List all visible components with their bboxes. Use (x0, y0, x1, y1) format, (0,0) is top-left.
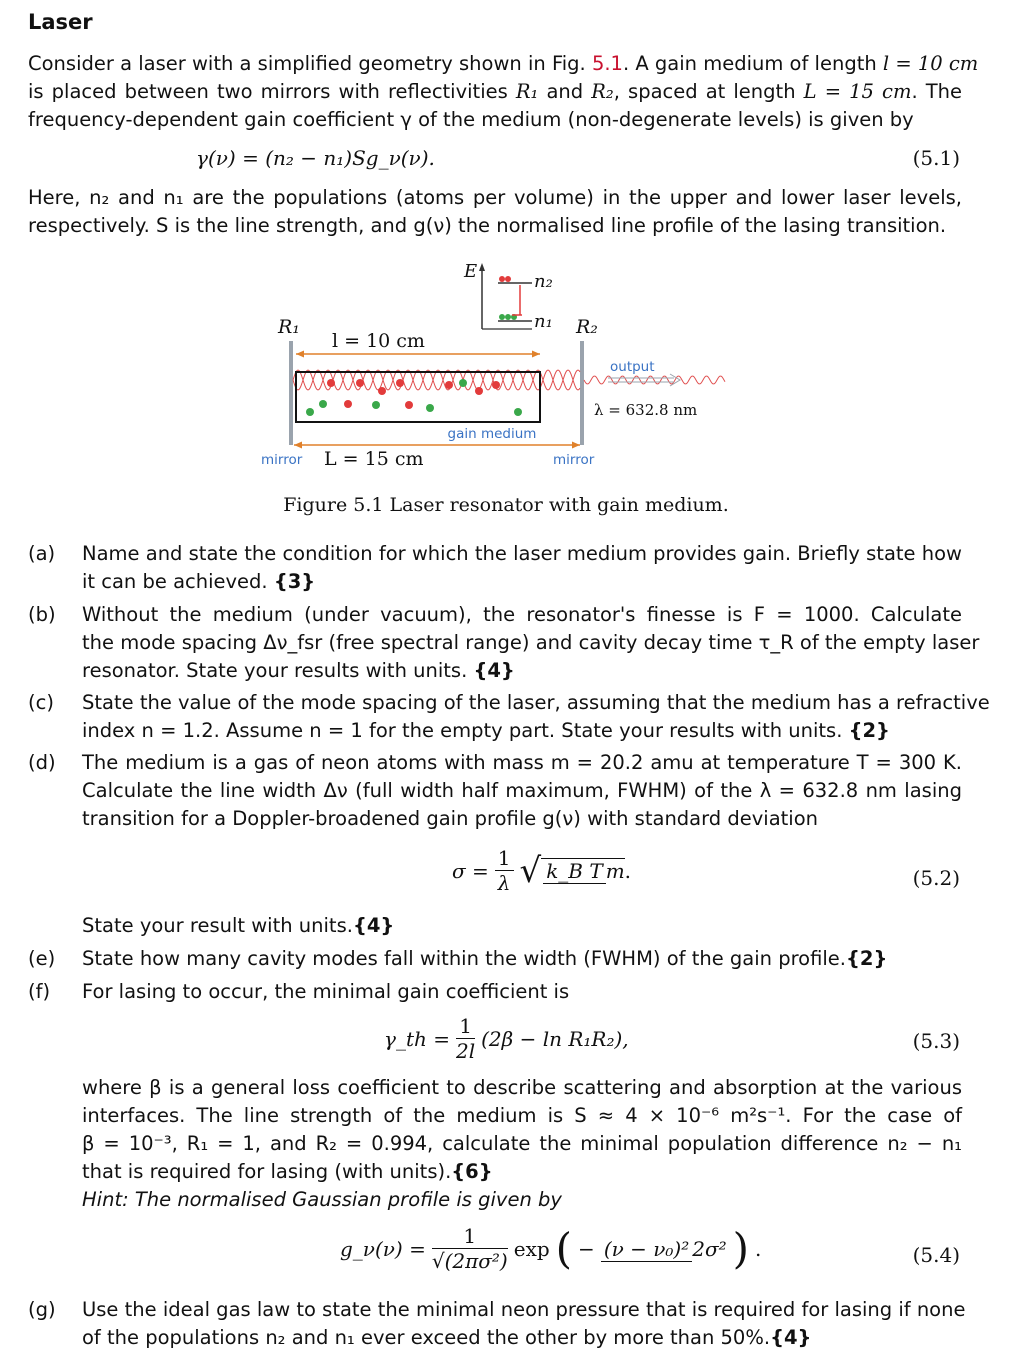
right-mirror (580, 341, 584, 445)
points-badge: {6} (451, 1160, 493, 1183)
question-label: (b) (28, 603, 56, 626)
cavity-length-label: L = 15 cm (324, 448, 424, 470)
question-label: (e) (28, 947, 56, 970)
question-label: (g) (28, 1298, 56, 1321)
mirror-r1-label: R₁ (278, 316, 300, 338)
question-b: (b) Without the medium (under vacuum), the resonator's finesse is F = 1000. Calculate the mode spacing Δν_fsr (free spectral range) and cavity decay time τ_R of the empty laser resonator. State your results with units. {4} (28, 603, 980, 682)
equation-5-4: g_ν(ν) = $\frac{1}{\text{√(2πσ²)}}$ exp ( − (ν − ν₀)² 2σ² ) . (340, 1223, 762, 1273)
left-mirror-label: mirror (261, 452, 303, 468)
mirror-r2-label: R₂ (576, 316, 598, 338)
wavelength-label: λ = 632.8 nm (594, 401, 698, 419)
level-n1-label: n₁ (534, 311, 553, 332)
equation-number-5-4: (5.4) (912, 1243, 960, 1267)
laser-resonator-figure (250, 255, 730, 480)
energy-level-diagram (463, 261, 553, 332)
points-badge: {2} (848, 719, 890, 742)
question-g: (g) Use the ideal gas law to state the minimal neon pressure that is required for lasing if none of the populations n₂ and n₁ ever exceed the other by more than 50%.{4} (28, 1298, 966, 1349)
equation-number-5-1: (5.1) (912, 146, 960, 170)
definitions-paragraph: Here, n₂ and n₁ are the populations (atoms per volume) in the upper and lower laser levels, respectively. S is the line strength, and g(ν) the normalised line profile of the lasing transition. (28, 186, 962, 237)
question-a: (a) Name and state the condition for which the laser medium provides gain. Briefly state how it can be achieved. {3} (28, 542, 962, 593)
points-badge: {4} (770, 1326, 812, 1349)
right-mirror-label: mirror (553, 452, 595, 468)
intro-paragraph: Consider a laser with a simplified geometry shown in Fig. 5.1. A gain medium of length l = 10 cm is placed between two mirrors with reflectivities R₁ and R₂, spaced at length L = 15 cm. The frequency-dependent gain coefficient γ of the medium (non-degenerate levels) is given by (28, 52, 979, 131)
equation-5-1: γ(ν) = (n₂ − n₁)Sg_ν(ν). (196, 146, 435, 170)
question-d-continued: State your result with units.{4} (82, 914, 395, 937)
left-mirror (289, 341, 293, 445)
question-e: (e) State how many cavity modes fall within the width (FWHM) of the gain profile.{2} (28, 945, 962, 973)
points-badge: {3} (273, 570, 316, 593)
gain-medium-label: gain medium (447, 426, 537, 442)
output-wave (584, 376, 725, 384)
energy-axis-label: E (464, 261, 478, 282)
figure-reference[interactable]: 5.1 (591, 52, 623, 75)
question-label: (a) (28, 542, 56, 565)
question-d: (d) The medium is a gas of neon atoms with mass m = 20.2 amu at temperature T = 300 K. Calculate the line width Δν (full width half maximum, FWHM) of the λ = 632.8 nm lasing transition for a Doppler-broadened gain profile g(ν) with standard deviation (28, 751, 962, 830)
section-title: Laser (28, 10, 93, 34)
hint-text: Hint: The normalised Gaussian profile is given by (82, 1188, 562, 1211)
question-f: (f) For lasing to occur, the minimal gain coefficient is (28, 978, 962, 1006)
question-label: (f) (28, 980, 51, 1003)
output-label: output (610, 359, 655, 375)
points-badge: {2} (846, 947, 888, 970)
points-badge: {4} (473, 659, 515, 682)
question-label: (c) (28, 691, 54, 714)
level-n2-label: n₂ (534, 271, 553, 292)
points-badge: {4} (352, 914, 395, 937)
figure-caption: Figure 5.1 Laser resonator with gain medium. (283, 494, 729, 516)
question-f-continued: where β is a general loss coefficient to describe scattering and absorption at the various interfaces. The line strength of the medium is S ≈ 4 × 10⁻⁶ m²s⁻¹. For the case of β = 10⁻³, R₁ = 1, and R₂ = 0.994, calculate the minimal population difference n₂ − n₁ that is required for lasing (with units).{6} Hint: The normalised Gaussian profile is given by (28, 1074, 962, 1214)
question-c: (c) State the value of the mode spacing of the laser, assuming that the medium has a refractive index n = 1.2. Assume n = 1 for the empty part. State your results with units. {2} (28, 691, 990, 742)
question-label: (d) (28, 751, 56, 774)
equation-5-3: γ_th = $\frac{1}{2l}$ (2β − ln R₁R₂), (384, 1014, 629, 1063)
equation-number-5-2: (5.2) (912, 866, 960, 890)
medium-length-label: l = 10 cm (332, 330, 425, 352)
equation-5-2: σ = $\frac{1}{\lambda}$ √ k_B T m . (452, 846, 632, 895)
equation-number-5-3: (5.3) (912, 1029, 960, 1053)
